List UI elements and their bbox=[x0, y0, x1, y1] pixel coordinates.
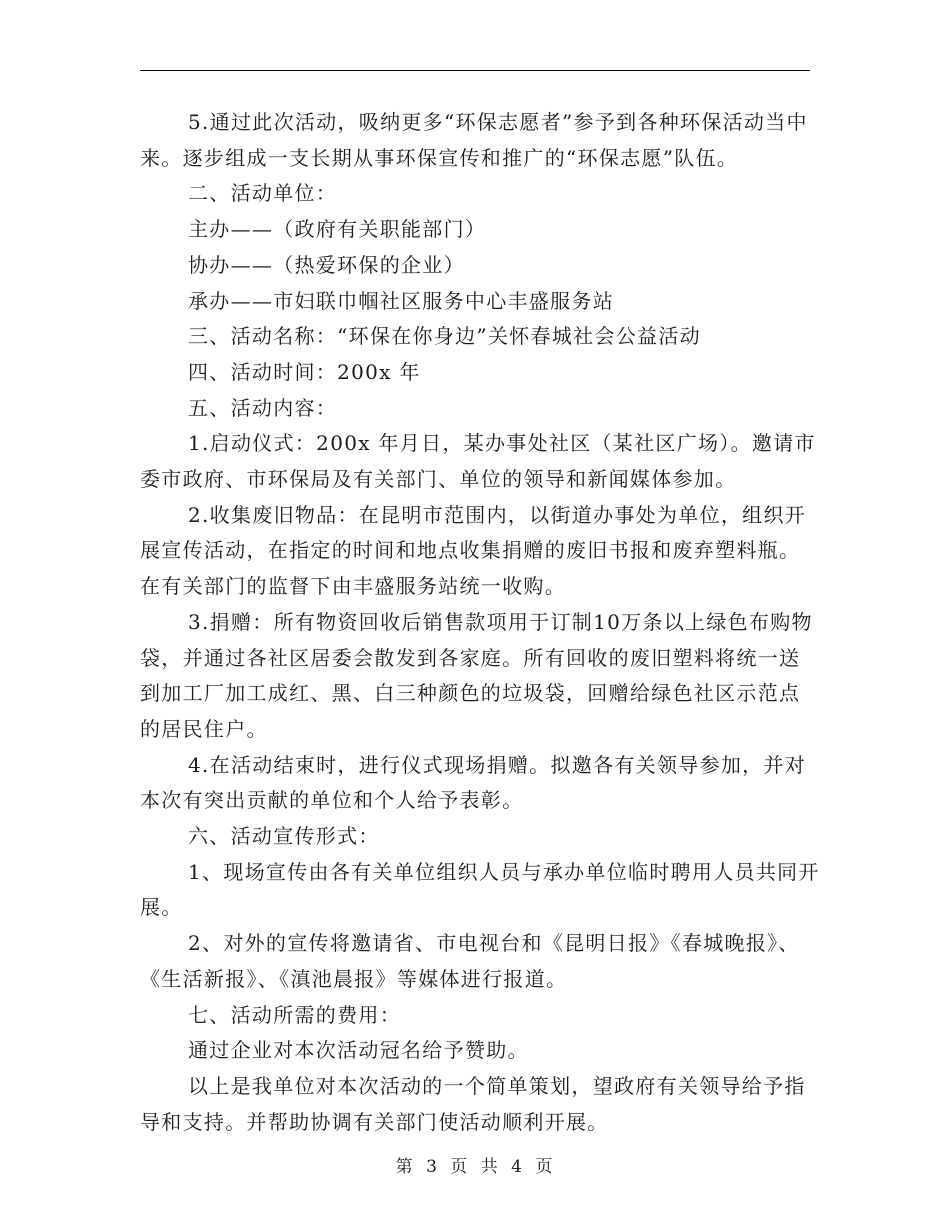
paragraph: 1.启动仪式：200x 年月日，某办事处社区（某社区广场）。邀请市委市政府、市环保局及有关部门、单位的领导和新闻媒体参加。 bbox=[140, 431, 816, 492]
paragraph: 5.通过此次活动，吸纳更多“环保志愿者”参予到各种环保活动当中来。逐步组成一支长期从事环保宣传和推广的“环保志愿”队伍。 bbox=[140, 110, 808, 170]
section-heading: 七、活动所需的费用： bbox=[188, 1002, 401, 1027]
paragraph: 4.在活动结束时，进行仪式现场捐赠。拟邀各有关领导参加，并对本次有突出贡献的单位和个人给予表彰。 bbox=[140, 752, 807, 813]
paragraph: 承办——市妇联巾帼社区服务中心丰盛服务站 bbox=[188, 288, 614, 313]
section-heading: 六、活动宣传形式： bbox=[188, 824, 380, 849]
paragraph: 主办——（政府有关职能部门） bbox=[188, 217, 487, 242]
document-body bbox=[140, 105, 820, 1140]
paragraph: 2.收集废旧物品：在昆明市范围内，以街道办事处为单位，组织开展宣传活动，在指定的时间和地点收集捐赠的废旧书报和废弃塑料瓶。在有关部门的监督下由丰盛服务站统一收购。 bbox=[140, 502, 807, 599]
paragraph: 协办——（热爱环保的企业） bbox=[188, 252, 465, 277]
paragraph: 通过企业对本次活动冠名给予赞助。 bbox=[188, 1038, 529, 1063]
paragraph: 2、对外的宣传将邀请省、市电视台和《昆明日报》《春城晚报》、《生活新报》、《滇池晨报》等媒体进行报道。 bbox=[140, 931, 800, 991]
page-number: 第 3 页 共 4 页 bbox=[395, 1157, 555, 1177]
section-heading: 三、活动名称：“环保在你身边”关怀春城社会公益活动 bbox=[188, 324, 701, 349]
section-heading: 五、活动内容： bbox=[188, 395, 338, 420]
paragraph: 以上是我单位对本次活动的一个简单策划，望政府有关领导给予指导和支持。并帮助协调有关部门使活动顺利开展。 bbox=[140, 1073, 806, 1134]
section-heading: 二、活动单位： bbox=[188, 181, 338, 206]
header-rule bbox=[140, 70, 810, 71]
paragraph: 1、现场宣传由各有关单位组织人员与承办单位临时聘用人员共同开展。 bbox=[140, 859, 820, 920]
section-heading: 四、活动时间：200x 年 bbox=[188, 359, 421, 384]
paragraph: 3.捐赠：所有物资回收后销售款项用于订制10万条以上绿色布购物袋，并通过各社区居委会散发到各家庭。所有回收的废旧塑料将统一送到加工厂加工成红、黑、白三种颜色的垃圾袋，回赠给绿色社区示范点的居民住户。 bbox=[140, 609, 813, 741]
